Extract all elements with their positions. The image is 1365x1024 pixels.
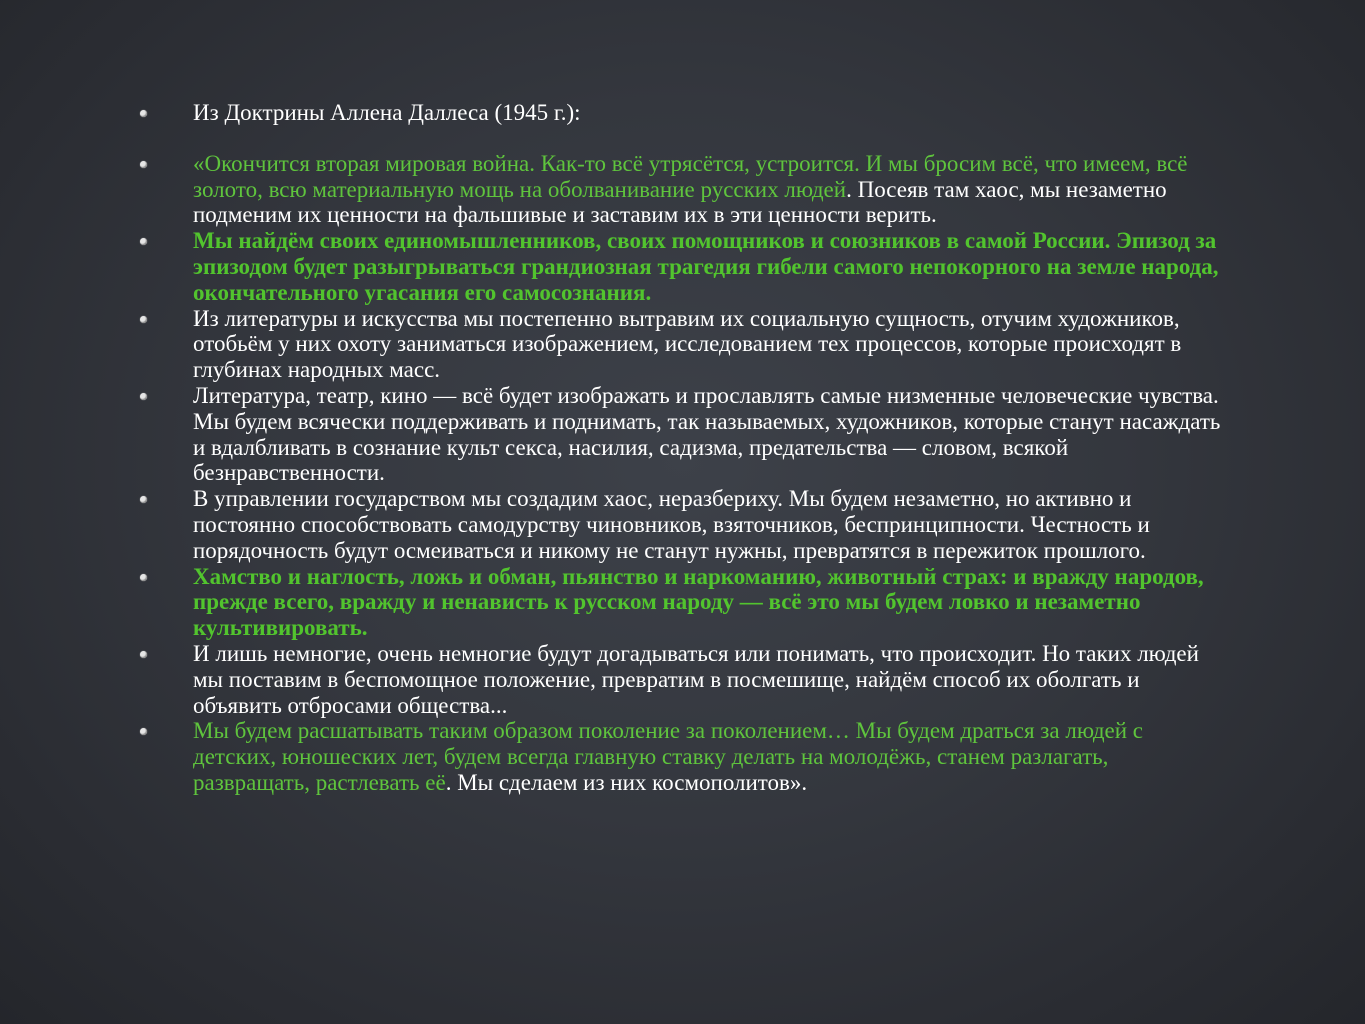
list-item — [140, 564, 1230, 641]
bullet-icon — [140, 161, 147, 168]
bullet-icon — [140, 574, 147, 581]
body-text: . Посеяв там хаос, мы незаметно подменим их ценности на фальшивые и заставим их в эти ценности верить. — [193, 176, 1167, 228]
list-item — [140, 228, 1230, 305]
bullet-icon — [140, 110, 147, 117]
bullet-icon — [140, 238, 147, 245]
bullet-list — [140, 100, 1230, 796]
bullet-icon — [140, 496, 147, 503]
highlight-text: Мы будем расшатывать таким образом поколение за поколением… Мы будем драться за людей с детских, юношеских лет, будем всегда главную ставку делать на молодёжь, станем разлагать, развращать, растлевать её — [193, 718, 1144, 795]
list-item — [140, 383, 1230, 486]
highlight-text: «Окончится вторая мировая война. Как-то всё утрясётся, устроится. И мы бросим всё, что имеем, всё золото, всю материальную мощь на оболванивание русских людей — [193, 150, 1188, 202]
list-item — [140, 151, 1230, 228]
body-text: . Мы сделаем из них космополитов». — [445, 769, 808, 795]
bold-highlight-text: Хамство и наглость, ложь и обман, пьянство и наркоманию, животный страх: и вражду народов, прежде всего, вражду и ненависть к русском народу — всё это мы будем ловко и незаметно культивировать. — [193, 563, 1204, 641]
list-item — [140, 486, 1230, 563]
bullet-icon — [140, 728, 147, 735]
body-text: В управлении государством мы создадим хаос, неразбериху. Мы будем незаметно, но активно и постоянно способствовать самодурству чиновников, взяточников, беспринципности. Честность и порядочность будут осмеиваться и никому не станут нужны, превратятся в пережиток прошлого. — [193, 486, 1150, 563]
bullet-icon — [140, 393, 147, 400]
body-text: И лишь немногие, очень немногие будут догадываться или понимать, что происходит. Но таких людей мы поставим в беспомощное положение, превратим в посмешище, найдём способ их оболгать и объявить отбросами общества... — [193, 640, 1199, 718]
bullet-icon — [140, 651, 147, 658]
list-item — [140, 718, 1230, 795]
list-item — [140, 641, 1230, 718]
body-text: Из литературы и искусства мы постепенно вытравим их социальную сущность, отучим художников, отобьём у них охоту заниматься изображением, исследованием тех процессов, которые происходят в глубинах народных масс. — [193, 305, 1182, 383]
title-text: Из Доктрины Аллена Даллеса (1945 г.): — [193, 100, 581, 125]
bullet-icon — [140, 316, 147, 323]
body-text: Литература, театр, кино — всё будет изображать и прославлять самые низменные человеческие чувства. Мы будем всячески поддерживать и поднимать, так называемых, художников, которые станут насаждать и вдалбливать в сознание культ секса, насилия, садизма, предательства — словом, всякой безнравственности. — [193, 382, 1221, 486]
bold-highlight-text: Мы найдём своих единомышленников, своих помощников и союзников в самой России. Эпизод за эпизодом будет разыгрываться грандиозная трагедия гибели самого непокорного на земле народа, окончательного угасания его самосознания. — [193, 228, 1219, 305]
list-item — [140, 306, 1230, 383]
list-item-title — [140, 100, 1230, 126]
